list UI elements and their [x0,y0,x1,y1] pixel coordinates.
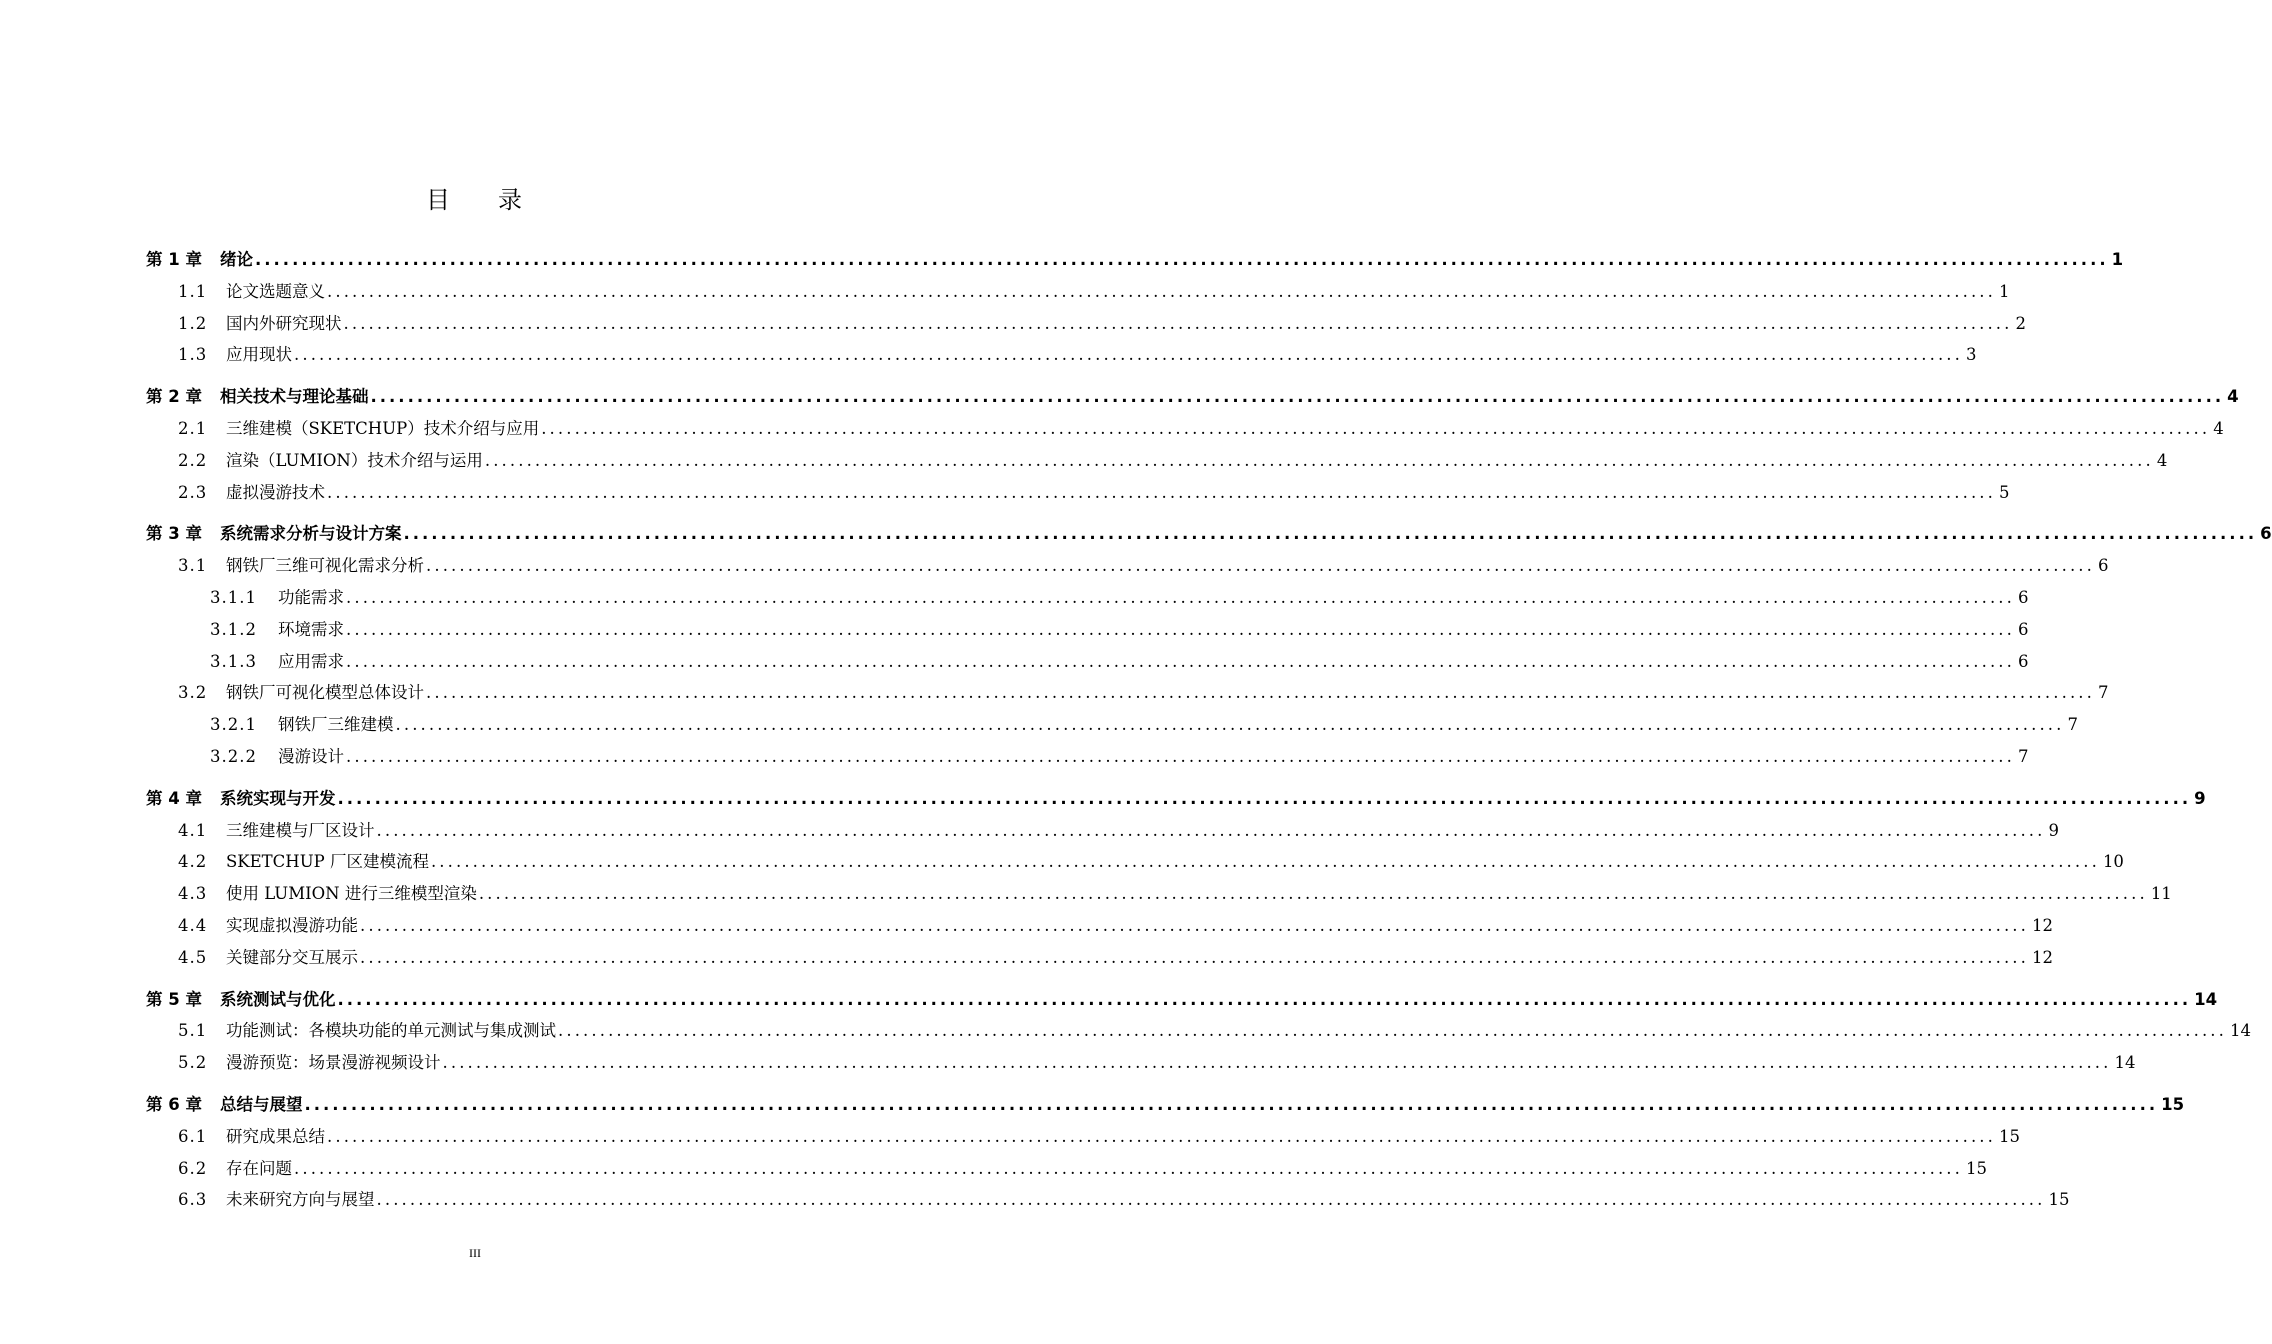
toc-entry-title: 关键部分交互展示 [226,947,358,967]
toc-dot-leader: ........................................................................................................................................................................................................ [395,715,2065,735]
toc-dot-leader: ........................................................................................................................................................................................................ [442,1053,2112,1073]
toc-entry-page: 14 [2114,1053,2136,1073]
toc-entry[interactable] [146,308,2026,340]
toc-entry-title: 漫游预览：场景漫游视频设计 [226,1053,441,1073]
toc-entry[interactable] [146,709,2078,741]
toc-entry-number: 6.1 [178,1126,208,1146]
toc-entry-page: 7 [2017,746,2029,766]
toc-entry-title: 渲染（LUMION）技术介绍与运用 [226,450,483,470]
toc-entry-page: 10 [2102,852,2124,872]
toc-entry[interactable] [146,582,2029,614]
toc-entry-title: 论文选题意义 [226,281,325,301]
toc-dot-leader: ........................................................................................................................................................................................................ [346,746,2015,766]
toc-entry-title: 钢铁厂可视化模型总体设计 [226,683,424,703]
toc-dot-leader: ........................................................................................................................................................................................................ [337,989,2192,1009]
toc-entry-title: 相关技术与理论基础 [220,387,369,407]
toc-dot-leader: ........................................................................................................................................................................................................ [327,281,1996,301]
toc-dot-leader: ........................................................................................................................................................................................................ [346,651,2015,671]
toc-dot-leader: ........................................................................................................................................................................................................ [478,884,2148,904]
toc-dot-leader: ........................................................................................................................................................................................................ [346,587,2015,607]
toc-entry[interactable] [146,878,2172,910]
toc-entry-page: 9 [2194,788,2206,808]
toc-entry-title: 系统实现与开发 [220,788,336,808]
toc-entry-page: 2 [2015,313,2026,333]
toc-entry-page: 15 [2161,1094,2185,1114]
toc-entry-number: 4.2 [178,852,208,872]
toc-dot-leader: ........................................................................................................................................................................................................ [426,556,2095,576]
toc-entry-number: 4.5 [178,947,208,967]
toc-entry[interactable] [146,783,2206,815]
toc-entry-number: 2.2 [178,450,208,470]
toc-dot-leader: ........................................................................................................................................................................................................ [376,1190,2046,1210]
toc-entry-page: 11 [2150,884,2172,904]
toc-entry[interactable] [146,276,2010,308]
toc-entry-page: 12 [2031,915,2053,935]
toc-dot-leader: ........................................................................................................................................................................................................ [376,820,2046,840]
toc-entry[interactable] [146,550,2109,582]
toc-entry[interactable] [146,984,2218,1016]
page-title-right: 录 [498,186,524,214]
page-title-left: 目 [426,186,452,214]
toc-dot-leader: ........................................................................................................................................................................................................ [294,1158,1963,1178]
toc-dot-leader: ........................................................................................................................................................................................................ [541,418,2211,438]
toc-entry-title: 系统需求分析与设计方案 [220,524,402,544]
toc-entry-number: 1.2 [178,313,208,333]
toc-entry-title: 功能需求 [278,587,344,607]
toc-entry[interactable] [146,244,2124,276]
toc-entry-title: 应用现状 [226,345,292,365]
toc-entry-number: 第 3 章 [146,524,202,544]
toc-entry-page: 5 [1998,482,2010,502]
toc-entry-number: 3.1.3 [210,651,257,671]
toc-dot-leader: ........................................................................................................................................................................................................ [346,619,2015,639]
toc-dot-leader: ........................................................................................................................................................................................................ [304,1094,2159,1114]
toc-entry-page: 6 [2017,619,2029,639]
toc-entry-page: 6 [2017,651,2029,671]
toc-dot-leader: ........................................................................................................................................................................................................ [337,788,2192,808]
toc-dot-leader: ........................................................................................................................................................................................................ [327,1126,1996,1146]
toc-entry[interactable] [146,1089,2185,1121]
toc-entry-title: 存在问题 [226,1158,292,1178]
toc-dot-leader: ........................................................................................................................................................................................................ [360,915,2029,935]
toc-entry-page: 12 [2031,947,2053,967]
toc-entry-number: 5.1 [178,1021,208,1041]
toc-entry-title: 使用 LUMION 进行三维模型渲染 [226,884,477,904]
toc-entry[interactable] [146,741,2029,773]
toc-dot-leader: ........................................................................................................................................................................................................ [403,524,2258,544]
toc-entry-page: 6 [2260,524,2272,544]
toc-entry-title: 绪论 [220,250,253,269]
toc-entry[interactable] [146,910,2053,942]
toc-entry-number: 第 1 章 [146,250,202,269]
toc-entry-page: 3 [1965,345,1977,365]
toc-entry-number: 3.2.1 [210,715,257,735]
toc-entry[interactable] [146,1015,2251,1047]
toc-entry-page: 4 [2227,387,2239,407]
toc-entry-number: 第 2 章 [146,387,202,407]
toc-entry-title: 系统测试与优化 [220,989,336,1009]
toc-entry-title: 研究成果总结 [226,1126,325,1146]
toc-dot-leader: ........................................................................................................................................................................................................ [255,250,2109,269]
toc-entry-title: 实现虚拟漫游功能 [226,915,358,935]
toc-dot-leader: ........................................................................................................................................................................................................ [360,947,2029,967]
toc-dot-leader: ........................................................................................................................................................................................................ [426,683,2095,703]
toc-entry-number: 6.2 [178,1158,208,1178]
toc-entry[interactable] [146,518,2272,550]
toc-entry-title: SKETCHUP 厂区建模流程 [226,852,429,872]
toc-entry[interactable] [146,1153,1987,1185]
toc-entry-title: 国内外研究现状 [226,313,342,333]
toc-entry-title: 三维建模与厂区设计 [226,820,375,840]
toc-entry[interactable] [146,942,2053,974]
toc-entry-number: 2.1 [178,418,208,438]
toc-entry-page: 15 [1965,1158,1987,1178]
toc-entry-number: 2.3 [178,482,208,502]
toc-entry-page: 4 [2213,418,2224,438]
toc-entry[interactable] [146,381,2239,413]
toc-entry[interactable] [146,646,2029,678]
toc-entry-title: 环境需求 [278,619,344,639]
toc-entry-title: 功能测试：各模块功能的单元测试与集成测试 [226,1021,556,1041]
toc-entry-page: 4 [2156,450,2168,470]
toc-entry-number: 1.3 [178,345,208,365]
page-title [0,180,950,215]
toc-entry[interactable] [146,339,1977,371]
toc-entry[interactable] [146,1047,2136,1079]
toc-entry[interactable] [146,846,2124,878]
toc-entry-page: 15 [1998,1126,2020,1146]
toc-entry-number: 第 5 章 [146,989,202,1009]
toc-dot-leader: ........................................................................................................................................................................................................ [343,313,2013,333]
toc-entry[interactable] [146,413,2224,445]
toc-dot-leader: ........................................................................................................................................................................................................ [430,852,2100,872]
toc-entry-number: 3.1.2 [210,619,257,639]
toc-entry-number: 4.4 [178,915,208,935]
toc-entry-number: 3.2.2 [210,746,257,766]
toc-entry-page: 14 [2194,989,2218,1009]
toc-entry-page: 7 [2097,683,2109,703]
toc-entry[interactable] [146,477,2010,509]
page-number: III [469,1246,481,1260]
toc-entry-number: 1.1 [178,281,208,301]
toc-entry-number: 3.2 [178,683,208,703]
toc-entry-title: 钢铁厂三维可视化需求分析 [226,556,424,576]
toc-dot-leader: ........................................................................................................................................................................................................ [370,387,2225,407]
toc-entry-page: 14 [2229,1021,2251,1041]
toc-entry-number: 4.3 [178,884,208,904]
toc-dot-leader: ........................................................................................................................................................................................................ [484,450,2154,470]
toc-entry-page: 1 [2111,250,2124,269]
toc-entry-number: 3.1.1 [210,587,257,607]
toc-dot-leader: ........................................................................................................................................................................................................ [294,345,1963,365]
toc-entry-page: 6 [2017,587,2029,607]
toc-entry-page: 6 [2097,556,2109,576]
toc-entry-number: 6.3 [178,1190,208,1210]
toc-entry-number: 3.1 [178,556,208,576]
toc-entry[interactable] [146,1121,2020,1153]
toc-entry-page: 9 [2048,820,2059,840]
toc-entry-number: 5.2 [178,1053,208,1073]
toc-entry[interactable] [146,815,2059,847]
toc-entry-page: 15 [2048,1190,2070,1210]
toc-entry-number: 第 6 章 [146,1094,202,1114]
toc-entry[interactable] [146,445,2168,477]
toc-entry[interactable] [146,1184,2070,1216]
toc-entry-number: 4.1 [178,820,208,840]
toc-entry[interactable] [146,677,2109,709]
toc-entry-page: 7 [2067,715,2078,735]
toc-entry-number: 第 4 章 [146,788,202,808]
toc-entry-title: 应用需求 [278,651,344,671]
toc-entry-page: 1 [1998,281,2010,301]
toc-entry-title: 漫游设计 [278,746,344,766]
toc-entry-title: 三维建模（SKETCHUP）技术介绍与应用 [226,418,540,438]
toc-dot-leader: ........................................................................................................................................................................................................ [327,482,1996,502]
toc-entry[interactable] [146,614,2029,646]
toc-dot-leader: ........................................................................................................................................................................................................ [558,1021,2227,1041]
toc-entry-title: 未来研究方向与展望 [226,1190,375,1210]
table-of-contents [146,244,2272,1216]
toc-entry-title: 钢铁厂三维建模 [278,715,394,735]
toc-entry-title: 虚拟漫游技术 [226,482,325,502]
toc-entry-title: 总结与展望 [220,1094,303,1114]
